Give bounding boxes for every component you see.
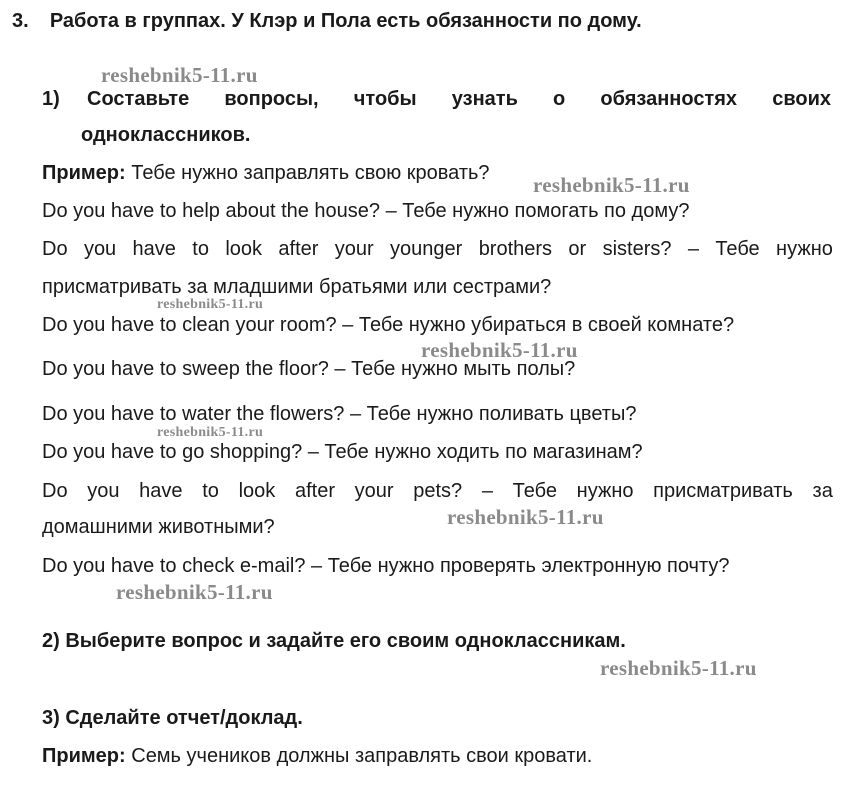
word: after (278, 238, 319, 260)
word: brothers (478, 238, 553, 260)
task-title: Работа в группах. У Клэр и Пола есть обязанности по дому. (49, 10, 642, 32)
watermark: reshebnik5-11.ru (157, 425, 264, 440)
watermark: reshebnik5-11.ru (157, 297, 264, 312)
word: have (139, 480, 183, 502)
watermark: reshebnik5-11.ru (533, 173, 690, 197)
word: Тебе (512, 480, 557, 502)
word: or (568, 238, 587, 260)
word: своих (772, 88, 831, 110)
word: you (83, 238, 117, 260)
question-6: Do you have to go shopping? – Тебе нужно ходить по магазинам? (42, 441, 643, 463)
step1-text-line2: одноклассников. (81, 124, 251, 146)
word: sisters? (602, 238, 672, 260)
word: your (334, 238, 374, 260)
task-number: 3. (12, 10, 29, 32)
question-7-line1 (42, 479, 833, 503)
word: look (225, 238, 263, 260)
word: обязанностях (600, 88, 738, 110)
word: after (294, 480, 335, 502)
word: за (812, 480, 833, 502)
word: Do (42, 480, 68, 502)
word: your (354, 480, 394, 502)
word: to (192, 238, 209, 260)
question-7-line2: домашними животными? (42, 516, 275, 538)
example2-label: Пример: (42, 745, 126, 767)
question-8: Do you have to check e-mail? – Тебе нужно проверять электронную почту? (42, 555, 730, 577)
step1-number: 1) (42, 88, 60, 110)
word: вопросы, (224, 88, 319, 110)
word: you (87, 480, 120, 502)
word: нужно (776, 238, 833, 260)
word: have (132, 238, 176, 260)
word: look (238, 480, 276, 502)
example1 (42, 161, 490, 185)
question-2-line1 (42, 237, 833, 261)
watermark: reshebnik5-11.ru (421, 338, 578, 362)
watermark: reshebnik5-11.ru (600, 656, 757, 680)
example2-text: Семь учеников должны заправлять свои кровати. (125, 745, 593, 767)
watermark: reshebnik5-11.ru (116, 580, 273, 604)
step1-text-line1 (87, 87, 831, 111)
watermark: reshebnik5-11.ru (447, 505, 604, 529)
step2-text: 2) Выберите вопрос и задайте его своим одноклассникам. (42, 630, 626, 652)
question-3: Do you have to clean your room? – Тебе нужно убираться в своей комнате? (42, 314, 735, 336)
question-1: Do you have to help about the house? – Тебе нужно помогать по дому? (42, 200, 690, 222)
word: Составьте (87, 88, 190, 110)
word: pets? (413, 480, 463, 502)
watermark: reshebnik5-11.ru (101, 63, 258, 87)
example1-text: Тебе нужно заправлять свою кровать? (125, 162, 490, 184)
example1-label: Пример: (42, 162, 126, 184)
word: узнать (451, 88, 518, 110)
word: Тебе (715, 238, 760, 260)
example2 (42, 744, 592, 768)
question-4: Do you have to sweep the floor? – Тебе нужно мыть полы? (42, 358, 576, 380)
step3-text: 3) Сделайте отчет/доклад. (42, 707, 303, 729)
word: – (687, 238, 699, 260)
word: to (202, 480, 219, 502)
word: нужно (576, 480, 634, 502)
word: Do (42, 238, 68, 260)
question-5: Do you have to water the flowers? – Тебе нужно поливать цветы? (42, 403, 637, 425)
word: younger (390, 238, 463, 260)
question-2-line2: присматривать за младшими братьями или сестрами? (42, 276, 552, 298)
word: о (553, 88, 566, 110)
word: присматривать (653, 480, 793, 502)
word: чтобы (353, 88, 417, 110)
word: – (481, 480, 493, 502)
task-heading (12, 9, 642, 33)
